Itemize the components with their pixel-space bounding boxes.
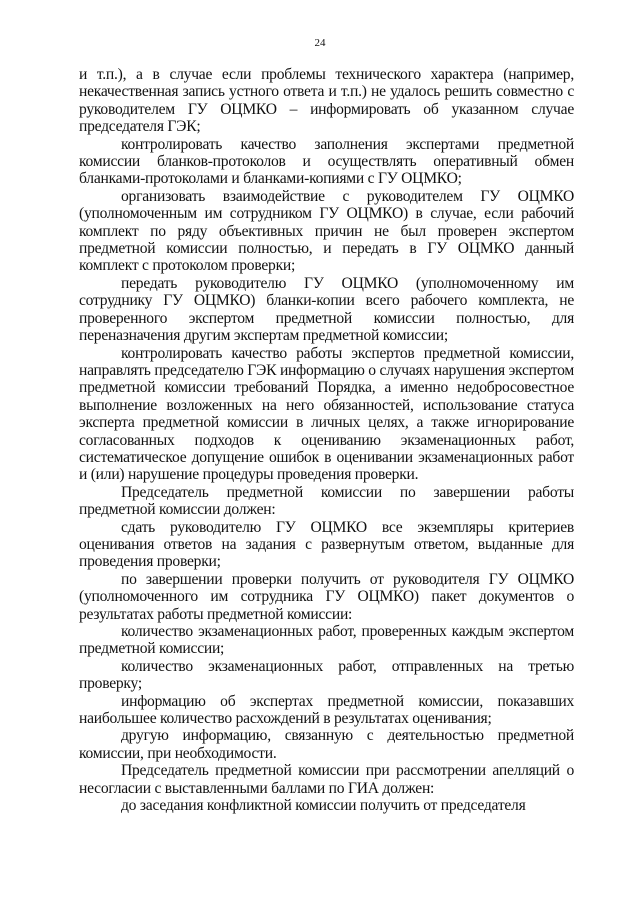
page-number: 24 (314, 37, 326, 49)
paragraph: количество экзаменационных работ, отправленных на третью проверку; (79, 657, 574, 693)
paragraph: контролировать качество заполнения экспертами предметной комиссии бланков-протоколов и осуществлять оперативный обмен бланками-протоколами и бланками-копиями с ГУ ОЦМКО; (79, 135, 574, 188)
paragraph: другую информацию, связанную с деятельностью предметной комиссии, при необходимости. (79, 727, 574, 762)
paragraph: и т.п.), а в случае если проблемы технического характера (например, некачественная запись устного ответа и т.п.) не удалось решить совместно с руководителем ГУ ОЦМКО – информировать об указанном случае председателя ГЭК; (79, 66, 574, 136)
paragraph: контролировать качество работы экспертов предметной комиссии, направлять председателю ГЭК информацию о случаях нарушения экспертом предметной комиссии требований Порядка, а именно недобросовестное выполнение возложенных на него обязанностей, использование статуса эксперта предметной комиссии в личных целях, а также игнорирование согласованных подходов к оцениванию экзаменационных работ, систематическое допущение ошибок в оценивании экзаменационных работ и (или) нарушение процедуры проведения проверки. (79, 344, 574, 484)
paragraph: по завершении проверки получить от руководителя ГУ ОЦМКО (уполномоченного им сотрудника ГУ ОЦМКО) пакет документов о результатах работы предметной комиссии: (79, 570, 574, 623)
paragraph: информацию об экспертах предметной комиссии, показавших наибольшее количество расхождений в результатах оценивания; (79, 692, 574, 728)
paragraph: организовать взаимодействие с руководителем ГУ ОЦМКО (уполномоченным им сотрудником ГУ ОЦМКО) в случае, если рабочий комплект по ряду объективных причин не был проверен экспертом предметной комиссии полностью, и передать в ГУ ОЦМКО данный комплект с протоколом проверки; (79, 187, 574, 275)
paragraph: Председатель предметной комиссии при рассмотрении апелляций о несогласии с выставленными баллами по ГИА должен: (79, 762, 574, 797)
paragraph: до заседания конфликтной комиссии получить от председателя (121, 797, 526, 815)
paragraph: сдать руководителю ГУ ОЦМКО все экземпляры критериев оценивания ответов на задания с развернутым ответом, выданные для проведения проверки; (79, 518, 574, 571)
paragraph: количество экзаменационных работ, проверенных каждым экспертом предметной комиссии; (79, 623, 574, 658)
paragraph: передать руководителю ГУ ОЦМКО (уполномоченному им сотруднику ГУ ОЦМКО) бланки-копии всего рабочего комплекта, не проверенного экспертом предметной комиссии полностью, для переназначения другим экспертам предметной комиссии; (79, 274, 574, 345)
paragraph: Председатель предметной комиссии по завершении работы предметной комиссии должен: (79, 483, 574, 519)
document-body (79, 66, 574, 814)
